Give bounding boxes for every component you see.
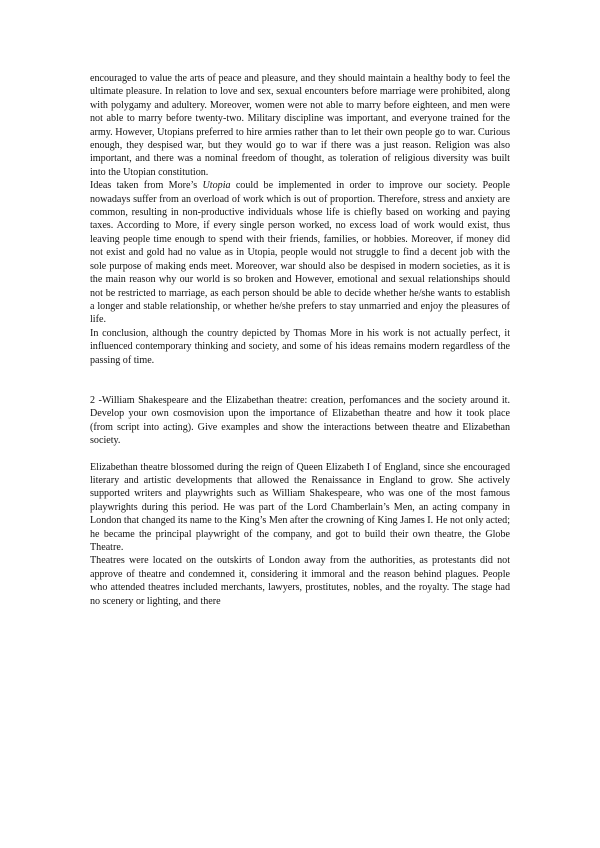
paragraph-theatre-location: Theatres were located on the outskirts of London away from the authorities, as protestants did not approve of theatre and condemned it, considering it immoral and the reason behind plagues. People who attended theatres included merchants, lawyers, prostitutes, nobles, and the royalty. The stage had no scenery or lighting, and there [90,555,510,607]
question-prompt: 2 -William Shakespeare and the Elizabethan theatre: creation, perfomances and the society around it. Develop your own cosmovision upon the importance of Elizabethan theatre and how it took place (from script into acting). Give examples and show the interactions between theatre and Elizabethan society. [90,394,510,447]
section-gap [90,367,510,394]
paragraph-utopia-ideas [90,179,510,326]
utopia-title-italic: Utopia [202,180,231,192]
paragraph-elizabethan-theatre: Elizabethan theatre blossomed during the reign of Queen Elizabeth I of England, since she encouraged literary and artistic developments that allowed the Renaissance in England to grow. She actively supported writers and playwrights such as William Shakespeare, who was one of the most famous playwrights during this period. He was part of the Lord Chamberlain’s Men, an acting company in London that changed its name to the King’s Men after the crowning of King James I. He not only acted; he became the principal playwright of the company, and got to build their own theatre, the Globe Theatre. [90,461,510,553]
paragraph-utopia-ideas-rest: could be implemented in order to improve our society. People nowadays suffer from an overload of work which is out of proportion. Therefore, stress and anxiety are common, resulting in non-productive individuals whose life is chiefly based on working and paying taxes. According to More, if every single person worked, no excess load of work would exist, thus leaving people time enough to spend with their friends, families, or hobbies. Moreover, if money did not exist and gold had no value as in Utopia, people would not struggle to find a decent job with the sole purpose of making ends meet. Moreover, war should also be despised in modern societies, as it is the main reason why our world is so broken and However, emotional and sexual relationships should not be restricted to marriage, as each person should be able to decide whether he/she wants to establish a longer and stable relationship, or whether he/she prefers to stay unmarried and enjoy the pleasures of life. [90,180,511,326]
section-gap [90,448,510,461]
paragraph-utopian-society: encouraged to value the arts of peace and pleasure, and they should maintain a healthy body to feel the ultimate pleasure. In relation to love and sex, sexual encounters before marriage were prohibited, along with polygamy and adultery. Moreover, women were not able to marry before eighteen, and men were not able to marry before twenty-two. Military discipline was important, and everyone trained for the army. However, Utopians preferred to hire armies rather than to let their own people go to war. Curious enough, they despised war, but they would go to war if there was a just reason. Religion was also important, and there was a nominal freedom of thought, as toleration of religious diversity was built into the Utopian constitution. [90,73,510,178]
document-page [90,72,510,608]
paragraph-conclusion: In conclusion, although the country depicted by Thomas More in his work is not actually perfect, it influenced contemporary thinking and society, and some of his ideas remains modern regardless of the passing of time. [90,327,510,366]
paragraph-utopia-ideas-start: Ideas taken from More’s [90,180,203,192]
